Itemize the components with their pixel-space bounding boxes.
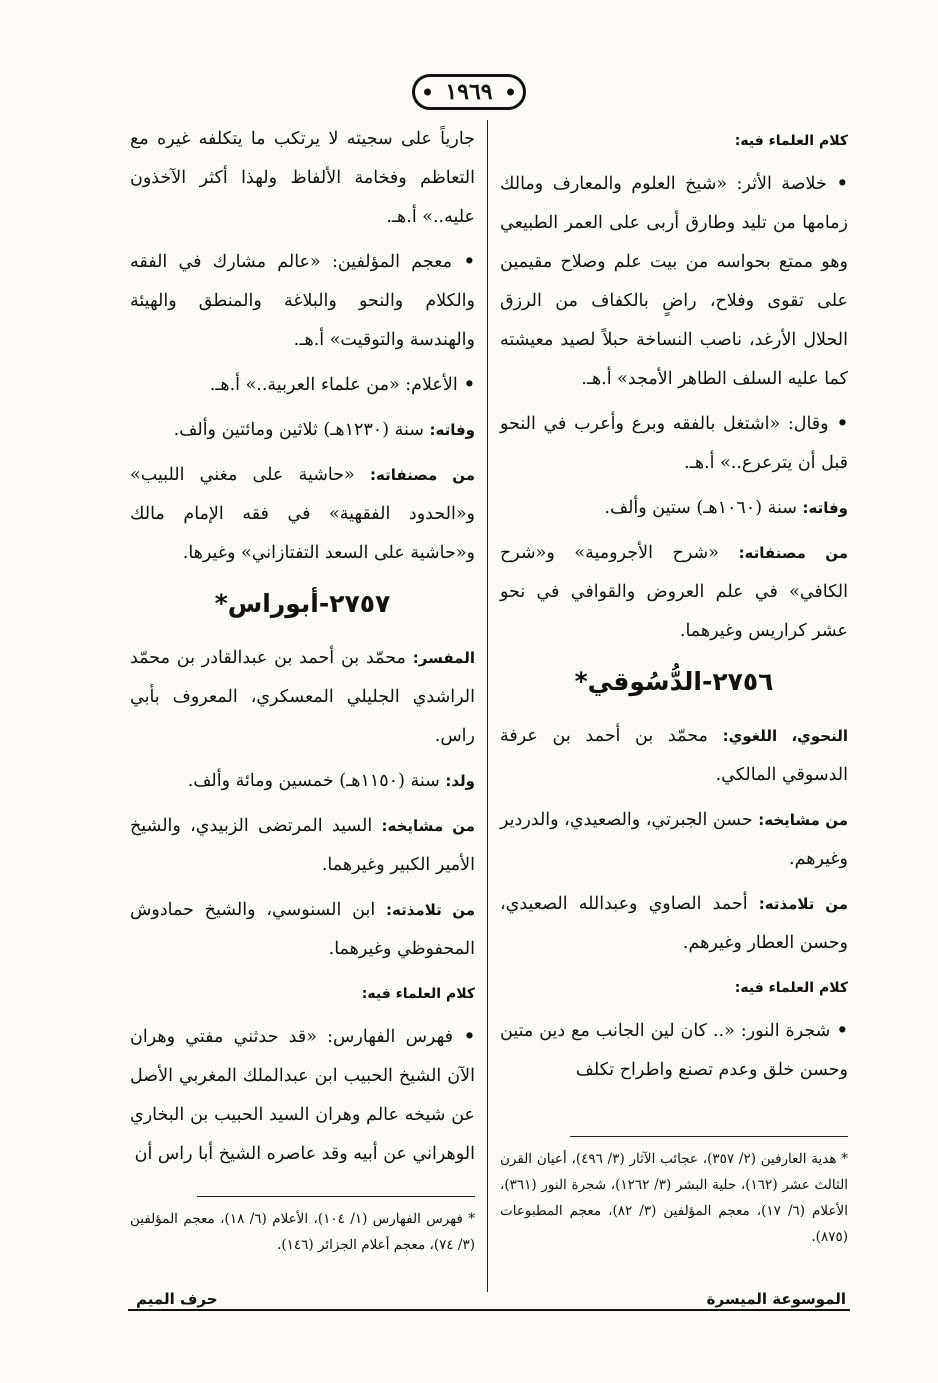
death-paragraph <box>130 411 475 450</box>
quote-paragraph: • خلاصة الأثر: «شيخ العلوم والمعارف ومالك زمامها من تليد وطارق أربى على العمر الطبيعي وهو ممتع بحواسه من بيت علم وصلاح مقيمين على تقوى وفلاح، راضٍ بالكفاف من الرزق الحلال الأرغد، ناصب النساخة حبلاً لصيد معيشته كما عليه السلف الطاهر الأمجد» أ.هـ. <box>500 165 848 399</box>
identity-paragraph <box>500 717 848 795</box>
field-label: وفاته: <box>429 421 475 439</box>
teachers-paragraph <box>130 807 475 885</box>
quote-paragraph: • وقال: «اشتغل بالفقه وبرع وأعرب في النحو قبل أن يترعرع..» أ.هـ. <box>500 405 848 483</box>
footnote-right: * هدية العارفين (٢/ ٣٥٧)، عجائب الآثار (٣/ ٤٩٦)، أعيان القرن الثالث عشر (١٦٢)، حلية البشر (٣/ ١٢٦٢)، شجرة النور (٣٦١)، الأعلام (٦/ ١٧)، معجم المؤلفين (٣/ ٨٢)، معجم المطبوعات (٨٧٥). <box>500 1151 849 1245</box>
field-text: محمّد بن أحمد بن عرفة الدسوقي المالكي. <box>500 726 848 785</box>
right-column <box>500 120 848 1096</box>
footnote-rule <box>570 1136 848 1137</box>
field-label: من مصنفاته: <box>369 466 475 484</box>
section-label: كلام العلماء فيه: <box>734 980 848 996</box>
field-text: «شرح الأجرومية» و«شرح الكافي» في علم العروض والقوافي في نحو عشر كراريس وغيرهما. <box>500 543 848 641</box>
field-label: من تلامذته: <box>758 895 848 913</box>
column-divider <box>487 120 488 1292</box>
field-text: أحمد الصاوي وعبدالله الصعيدي، وحسن العطار وغيرهم. <box>500 894 848 953</box>
field-text: سنة (١١٥٠هـ) خمسين ومائة وألف. <box>187 771 440 791</box>
works-paragraph <box>500 534 848 651</box>
students-paragraph <box>500 885 848 963</box>
teachers-paragraph <box>500 801 848 879</box>
field-label: من مشايخه: <box>758 811 848 829</box>
section-label: كلام العلماء فيه: <box>361 986 475 1002</box>
quote-paragraph: • فهرس الفهارس: «قد حدثني مفتي وهران الآن الشيخ الحبيب ابن عبدالملك المغربي الأصل عن شيخه عالم وهران السيد الحبيب بن البخاري الوهراني عن أبيه وقد عاصره الشيخ أبا راس أن <box>130 1018 475 1174</box>
quote-paragraph: • الأعلام: «من علماء العربية..» أ.هـ. <box>130 366 475 405</box>
footer-rule <box>128 1309 850 1311</box>
works-paragraph <box>130 456 475 573</box>
field-text: السيد المرتضى الزبيدي، والشيخ الأمير الكبير وغيرهما. <box>130 816 475 875</box>
quote-continuation: جارياً على سجيته لا يرتكب ما يتكلفه غيره مع التعاظم وفخامة الألفاظ ولهذا أكثر الآخذون عليه..» أ.هـ. <box>130 129 475 227</box>
quote-paragraph: • معجم المؤلفين: «عالم مشارك في الفقه والكلام والنحو والبلاغة والمنطق والهيئة والهندسة والتوقيت» أ.هـ. <box>130 243 475 360</box>
page-number-frame <box>0 74 938 110</box>
left-column <box>130 120 475 1180</box>
field-label: من تلامذته: <box>386 901 475 919</box>
field-label: من مشايخه: <box>381 817 475 835</box>
field-label: المفسر: <box>412 649 475 667</box>
death-paragraph <box>500 489 848 528</box>
field-text: «حاشية على مغني اللبيب» و«الحدود الفقهية» في فقه الإمام مالك و«حاشية على السعد التفتازاني» وغيرها. <box>130 465 475 563</box>
field-label: وفاته: <box>802 499 848 517</box>
footnote-left: * فهرس الفهارس (١/ ١٠٤)، الأعلام (٦/ ١٨)، معجم المؤلفين (٣/ ٧٤)، معجم أعلام الجزائر (١٤٦). <box>130 1211 475 1253</box>
students-paragraph <box>130 891 475 969</box>
page-number: ١٩٦٩ <box>412 74 525 110</box>
identity-paragraph <box>130 639 475 756</box>
field-text: ابن السنوسي، والشيخ حمادوش المحفوظي وغيرهما. <box>130 900 475 959</box>
entry-title: ٢٧٥٧-أبوراس* <box>214 589 391 618</box>
book-title: الموسوعة الميسرة <box>703 1290 850 1308</box>
section-name: حرف الميم <box>132 1290 222 1308</box>
field-text: حسن الجبرتي، والصعيدي، والدردير وغيرهم. <box>500 810 848 869</box>
footnote-rule <box>197 1196 475 1197</box>
field-text: سنة (١٢٣٠هـ) ثلاثين ومائتين وألف. <box>173 420 424 440</box>
quote-paragraph: • شجرة النور: «.. كان لين الجانب مع دين متين وحسن خلق وعدم تصنع واطراح تكلف <box>500 1012 848 1090</box>
field-text: سنة (١٠٦٠هـ) ستين وألف. <box>604 498 797 518</box>
field-text: محمّد بن أحمد بن عبدالقادر بن محمّد الراشدي الجليلي المعسكري، المعروف بأبي راس. <box>130 648 475 746</box>
birth-paragraph <box>130 762 475 801</box>
field-label: من مصنفاته: <box>738 544 848 562</box>
section-label: كلام العلماء فيه: <box>734 133 848 149</box>
field-label: ولد: <box>445 772 475 790</box>
entry-title: ٢٧٥٦-الدُّسُوقي* <box>574 667 774 696</box>
field-label: النحوي، اللغوي: <box>722 727 849 745</box>
